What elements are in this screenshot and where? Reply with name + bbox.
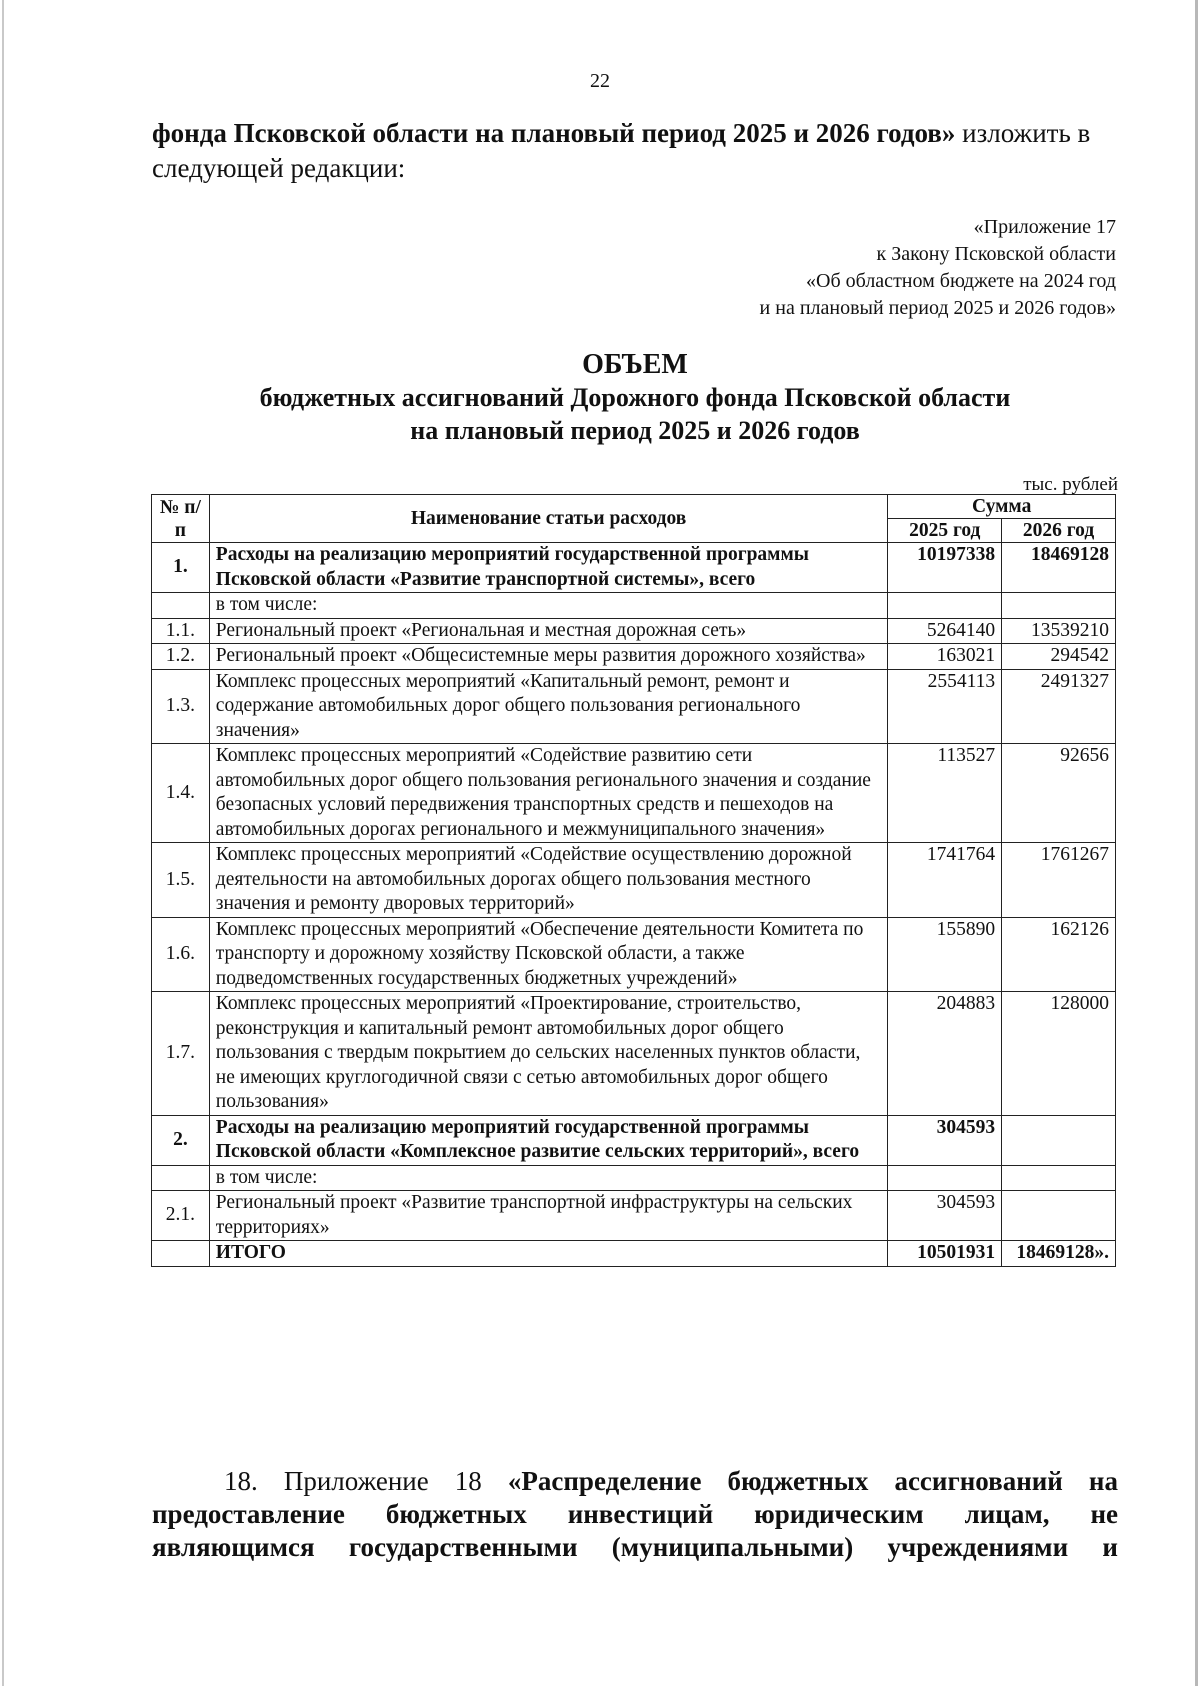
point-18-line-2: предоставление бюджетных инвестиций юридическим лицам, не <box>152 1499 1118 1529</box>
table-row <box>152 1191 1116 1241</box>
row-value-2026 <box>1002 1115 1116 1165</box>
row-value-2025: 155890 <box>888 917 1002 992</box>
row-value-2026: 128000 <box>1002 992 1116 1116</box>
row-number: 1.4. <box>152 744 210 843</box>
row-value-2026: 1761267 <box>1002 843 1116 918</box>
row-number: 1.7. <box>152 992 210 1116</box>
table-row <box>152 543 1116 593</box>
row-number: 2. <box>152 1115 210 1165</box>
point-18-line-1 <box>152 1465 1118 1498</box>
row-value-2026: 294542 <box>1002 644 1116 670</box>
row-value-2025: 5264140 <box>888 618 1002 644</box>
header-num: № п/п <box>152 495 210 543</box>
header-name: Наименование статьи расходов <box>209 495 888 543</box>
table-row <box>152 917 1116 992</box>
document-title <box>0 348 1200 447</box>
table-row <box>152 593 1116 619</box>
row-name: в том числе: <box>209 1165 888 1191</box>
point-18-plain: 18. Приложение 18 <box>224 1466 508 1496</box>
row-number: 2.1. <box>152 1191 210 1241</box>
row-value-2026: 2491327 <box>1002 669 1116 744</box>
row-number <box>152 593 210 619</box>
row-name: Региональный проект «Региональная и местная дорожная сеть» <box>209 618 888 644</box>
intro-bold-text: фонда Псковской области на плановый период 2025 и 2026 годов» <box>152 118 956 148</box>
budget-table <box>151 494 1116 1267</box>
appendix-line-2: к Закону Псковской области <box>876 243 1116 265</box>
point-18-bold: «Распределение бюджетных ассигнований на <box>507 1466 1118 1496</box>
row-name: Комплекс процессных мероприятий «Проектирование, строительство, реконструкция и капитальный ремонт автомобильных дорог общего пользования с твердым покрытием до сельских населенных пунктов области, не имеющих круглогодичной связи с сетью автомобильных дорог общего пользования» <box>209 992 888 1116</box>
row-value-2025: 304593 <box>888 1115 1002 1165</box>
row-name: в том числе: <box>209 593 888 619</box>
row-name: Комплекс процессных мероприятий «Содействие развитию сети автомобильных дорог общего пользования регионального значения и создание безопасных условий передвижения транспортных средств и пешеходов на автомобильных дорогах регионального и межмуниципального значения» <box>209 744 888 843</box>
units-label: тыс. рублей <box>1023 474 1118 495</box>
page-number: 22 <box>590 70 610 92</box>
row-value-2026: 92656 <box>1002 744 1116 843</box>
appendix-line-3: «Об областном бюджете на 2024 год <box>806 270 1116 292</box>
header-2025: 2025 год <box>888 519 1002 543</box>
row-name: ИТОГО <box>209 1241 888 1267</box>
title-line-3: на плановый период 2025 и 2026 годов <box>410 416 860 445</box>
table-header-row <box>152 495 1116 519</box>
table-row <box>152 843 1116 918</box>
appendix-line-1: «Приложение 17 <box>973 216 1116 238</box>
row-number: 1.6. <box>152 917 210 992</box>
row-value-2025: 10501931 <box>888 1241 1002 1267</box>
table-row <box>152 1115 1116 1165</box>
header-sum: Сумма <box>888 495 1116 519</box>
table-body <box>152 543 1116 1267</box>
row-value-2026 <box>1002 1191 1116 1241</box>
row-value-2025: 113527 <box>888 744 1002 843</box>
table-row <box>152 992 1116 1116</box>
scan-edge-left <box>2 0 4 1686</box>
row-name: Комплекс процессных мероприятий «Содействие осуществлению дорожной деятельности на автомобильных дорогах общего пользования местного значения и ремонту дворовых территорий» <box>209 843 888 918</box>
row-number: 1. <box>152 543 210 593</box>
intro-paragraph <box>152 116 1118 186</box>
row-number: 1.1. <box>152 618 210 644</box>
row-number: 1.2. <box>152 644 210 670</box>
point-18-paragraph <box>152 1465 1118 1564</box>
row-name: Расходы на реализацию мероприятий государственной программы Псковской области «Развитие транспортной системы», всего <box>209 543 888 593</box>
row-number <box>152 1241 210 1267</box>
table-row <box>152 644 1116 670</box>
table-row <box>152 669 1116 744</box>
row-value-2026: 18469128 <box>1002 543 1116 593</box>
row-name: Комплекс процессных мероприятий «Капитальный ремонт, ремонт и содержание автомобильных дорог общего пользования регионального значения» <box>209 669 888 744</box>
row-value-2025: 163021 <box>888 644 1002 670</box>
table-row <box>152 744 1116 843</box>
table-row <box>152 618 1116 644</box>
row-name: Комплекс процессных мероприятий «Обеспечение деятельности Комитета по транспорту и дорожному хозяйству Псковской области, а также подведомственных государственных бюджетных учреждений» <box>209 917 888 992</box>
point-18-line-3: являющимся государственными (муниципальными) учреждениями и <box>152 1532 1118 1562</box>
intro-plain-text: изложить в следующей редакции: <box>152 118 1091 183</box>
row-number: 1.3. <box>152 669 210 744</box>
row-value-2026 <box>1002 593 1116 619</box>
row-value-2025: 304593 <box>888 1191 1002 1241</box>
row-name: Региональный проект «Общесистемные меры развития дорожного хозяйства» <box>209 644 888 670</box>
appendix-reference <box>760 214 1116 322</box>
row-value-2026: 162126 <box>1002 917 1116 992</box>
row-value-2025: 1741764 <box>888 843 1002 918</box>
row-name: Расходы на реализацию мероприятий государственной программы Псковской области «Комплексное развитие сельских территорий», всего <box>209 1115 888 1165</box>
row-value-2026: 13539210 <box>1002 618 1116 644</box>
table-row <box>152 1241 1116 1267</box>
row-number <box>152 1165 210 1191</box>
title-line-2: бюджетных ассигнований Дорожного фонда Псковской области <box>259 383 1011 412</box>
row-value-2025: 10197338 <box>888 543 1002 593</box>
header-2026: 2026 год <box>1002 519 1116 543</box>
row-name: Региональный проект «Развитие транспортной инфраструктуры на сельских территориях» <box>209 1191 888 1241</box>
row-value-2025 <box>888 1165 1002 1191</box>
title-line-1: ОБЪЕМ <box>582 349 688 380</box>
scan-edge-right <box>1195 0 1198 1686</box>
row-number: 1.5. <box>152 843 210 918</box>
row-value-2025: 204883 <box>888 992 1002 1116</box>
row-value-2026 <box>1002 1165 1116 1191</box>
row-value-2025 <box>888 593 1002 619</box>
row-value-2026: 18469128». <box>1002 1241 1116 1267</box>
row-value-2025: 2554113 <box>888 669 1002 744</box>
table-row <box>152 1165 1116 1191</box>
appendix-line-4: и на плановый период 2025 и 2026 годов» <box>759 297 1116 319</box>
